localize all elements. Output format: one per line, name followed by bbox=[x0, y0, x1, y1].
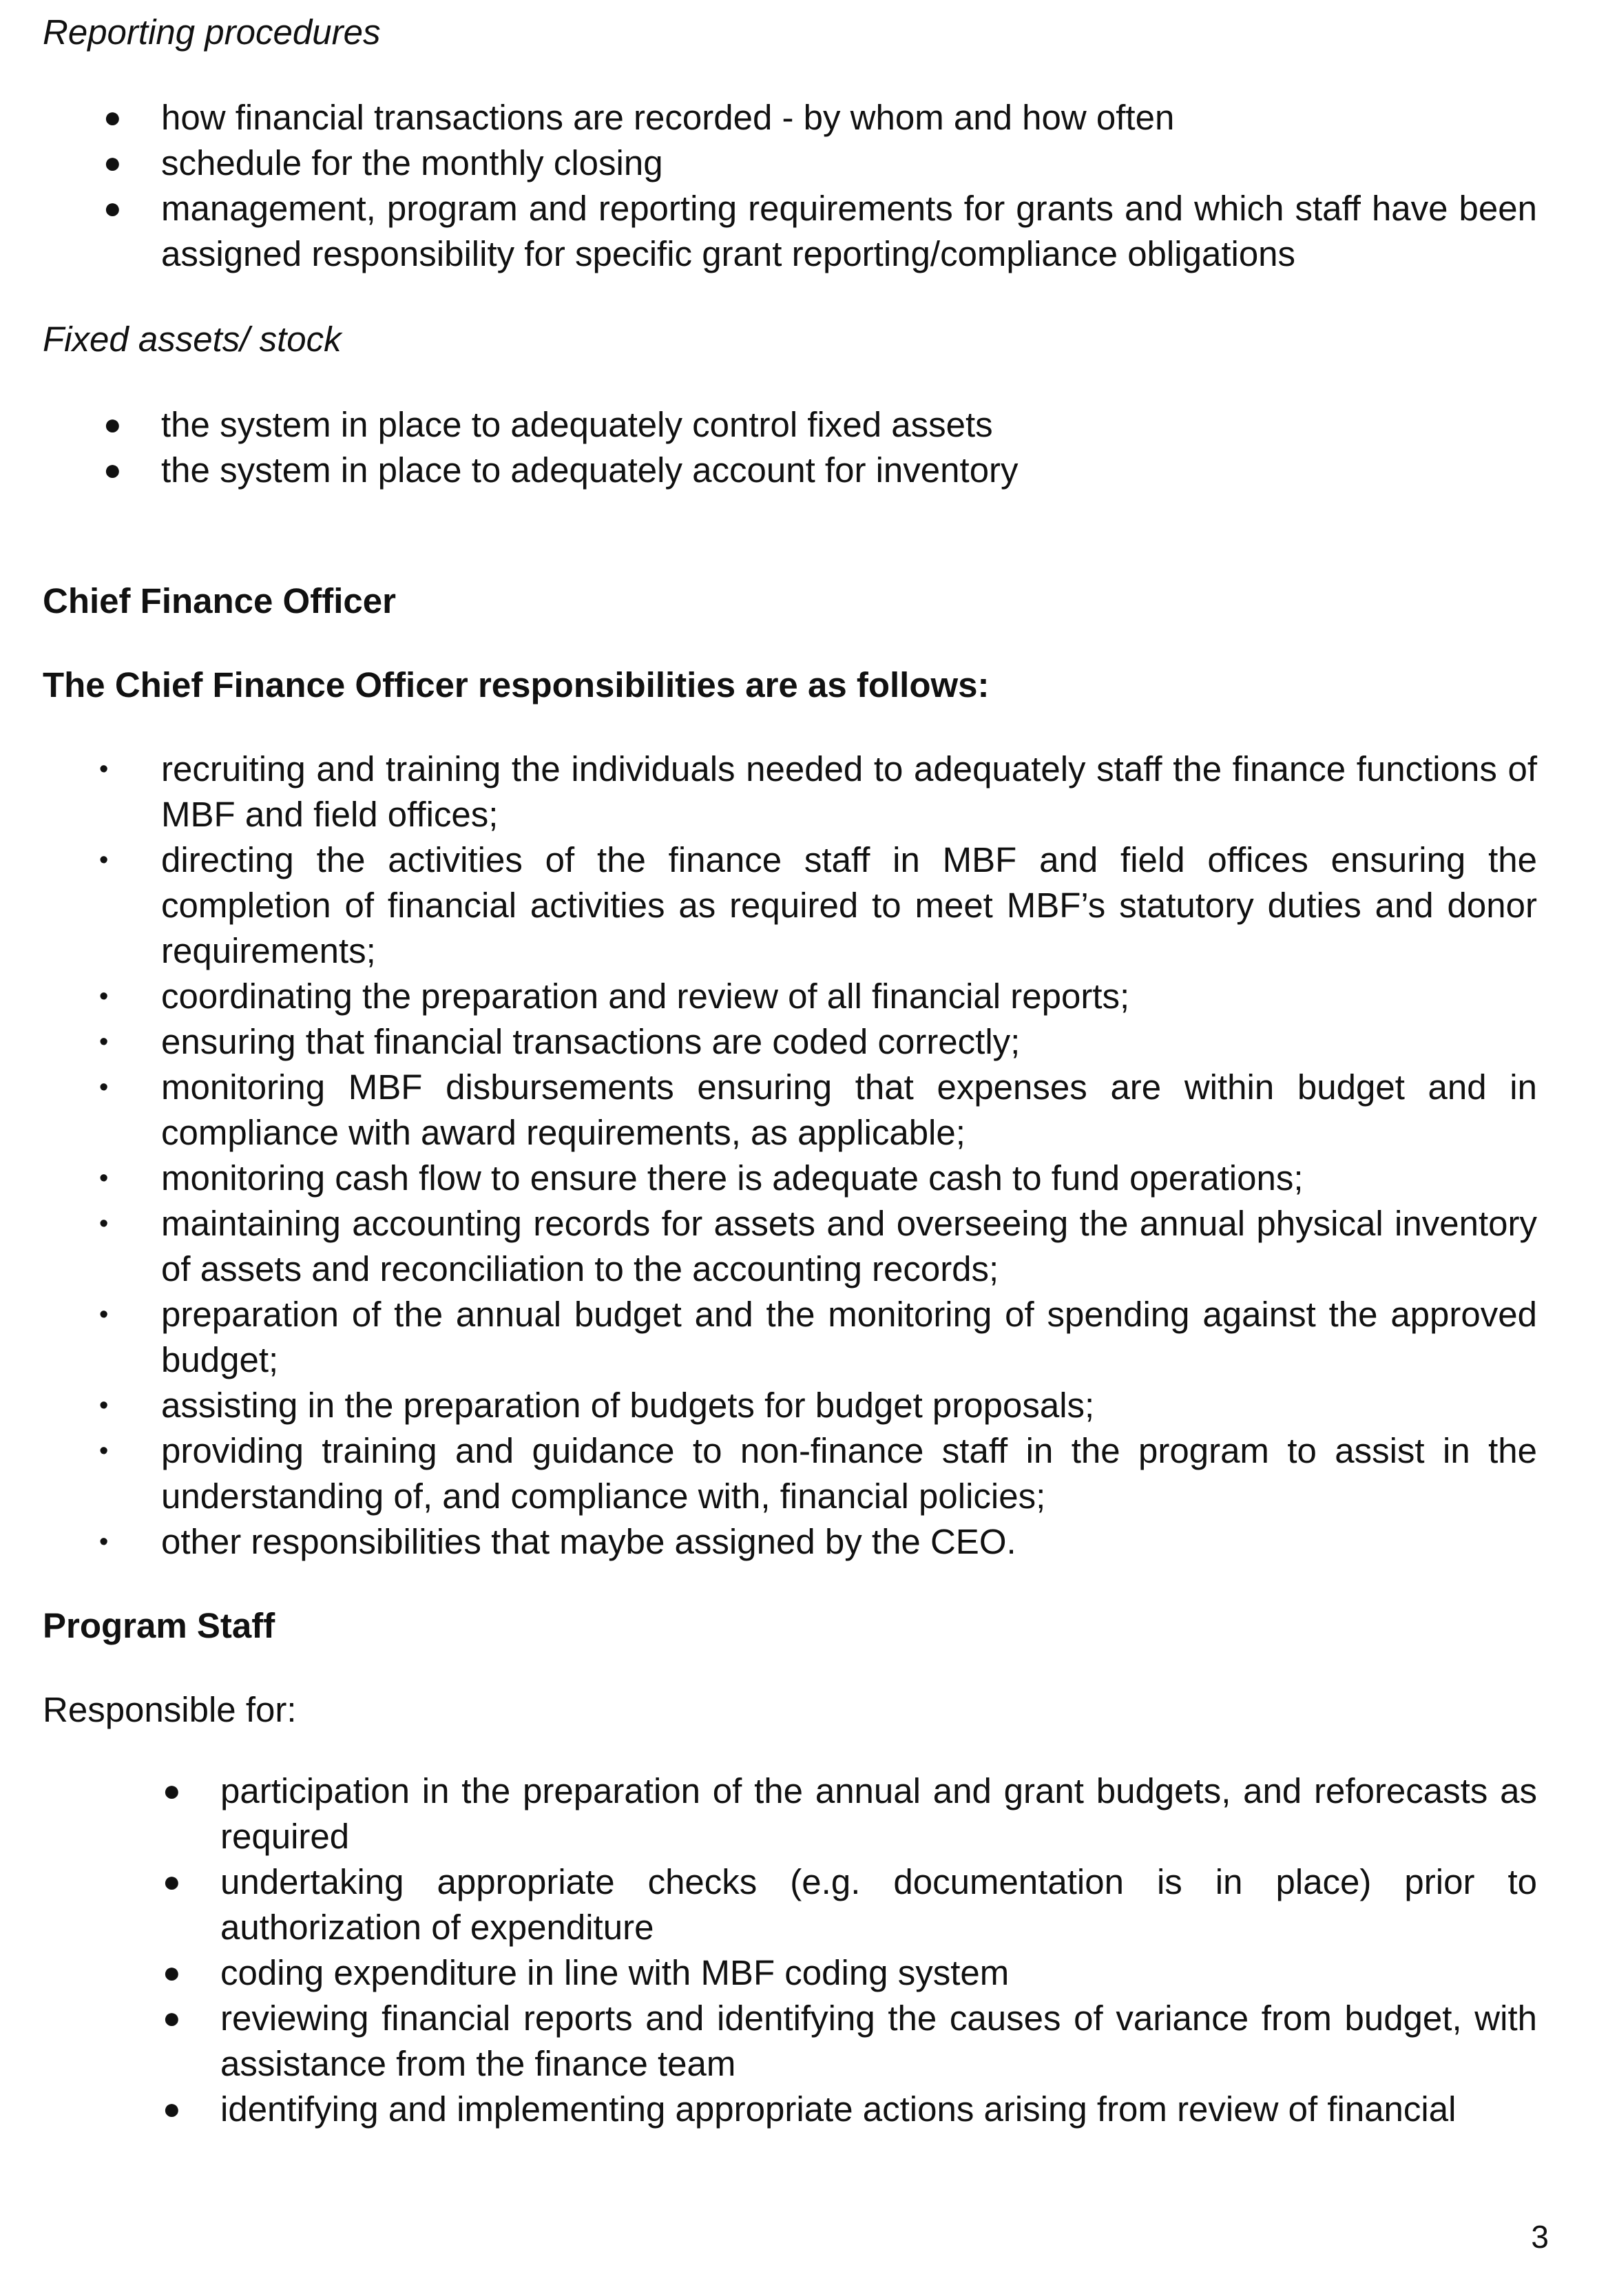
list-item: ● how financial transactions are recorded - by whom and how often bbox=[43, 95, 1537, 140]
bullet-icon: ● bbox=[163, 1865, 181, 1899]
list-item: • monitoring MBF disbursements ensuring that expenses are within budget and in compliance with award requirements, as applicable; bbox=[43, 1065, 1537, 1156]
bullet-icon: ● bbox=[163, 2001, 181, 2035]
bullet-icon: • bbox=[99, 1027, 109, 1056]
fixed-assets-list bbox=[43, 402, 1537, 493]
bullet-icon: ● bbox=[103, 408, 122, 441]
cfo-responsibilities-list bbox=[43, 747, 1537, 1565]
list-item: ● the system in place to adequately control fixed assets bbox=[43, 402, 1537, 448]
list-item: ● management, program and reporting requirements for grants and which staff have been assigned responsibility for specific grant reporting/compliance obligations bbox=[43, 186, 1537, 277]
list-item: • monitoring cash flow to ensure there is adequate cash to fund operations; bbox=[43, 1156, 1537, 1201]
bullet-icon: • bbox=[99, 1073, 109, 1102]
bullet-icon: ● bbox=[163, 1956, 181, 1990]
bullet-icon: • bbox=[99, 982, 109, 1011]
bullet-icon: • bbox=[99, 1164, 109, 1193]
bullet-icon: ● bbox=[163, 2092, 181, 2126]
list-item: ● reviewing financial reports and identifying the causes of variance from budget, with assistance from the finance team bbox=[43, 1996, 1537, 2087]
reporting-procedures-list bbox=[43, 95, 1537, 277]
list-item: ● undertaking appropriate checks (e.g. documentation is in place) prior to authorization of expenditure bbox=[43, 1859, 1537, 1950]
list-item: • coordinating the preparation and review of all financial reports; bbox=[43, 974, 1537, 1019]
list-item: • recruiting and training the individuals needed to adequately staff the finance functions of MBF and field offices; bbox=[43, 747, 1537, 837]
list-item: ● schedule for the monthly closing bbox=[43, 140, 1537, 186]
bullet-icon: ● bbox=[103, 146, 122, 180]
bullet-icon: • bbox=[99, 1300, 109, 1329]
program-staff-heading: Program Staff bbox=[43, 1606, 275, 1645]
bullet-icon: ● bbox=[103, 453, 122, 487]
bullet-icon: • bbox=[99, 1209, 109, 1238]
list-item: • directing the activities of the finance staff in MBF and field offices ensuring the completion of financial activities as required to meet MBF’s statutory duties and donor requirements; bbox=[43, 837, 1537, 974]
document-page bbox=[43, 10, 1537, 2132]
list-item: • preparation of the annual budget and the monitoring of spending against the approved budget; bbox=[43, 1292, 1537, 1383]
program-staff-list bbox=[43, 1768, 1537, 2132]
list-item: ● coding expenditure in line with MBF coding system bbox=[43, 1950, 1537, 1996]
cfo-intro: The Chief Finance Officer responsibilities are as follows: bbox=[43, 665, 990, 705]
list-item: ● the system in place to adequately account for inventory bbox=[43, 448, 1537, 493]
bullet-icon: • bbox=[99, 1527, 109, 1556]
cfo-heading: Chief Finance Officer bbox=[43, 581, 396, 620]
bullet-icon: • bbox=[99, 1437, 109, 1465]
fixed-assets-heading: Fixed assets/ stock bbox=[43, 320, 342, 359]
list-item: ● participation in the preparation of the annual and grant budgets, and reforecasts as required bbox=[43, 1768, 1537, 1859]
bullet-icon: • bbox=[99, 755, 109, 784]
bullet-icon: ● bbox=[163, 1774, 181, 1808]
list-item: • ensuring that financial transactions are coded correctly; bbox=[43, 1019, 1537, 1065]
bullet-icon: ● bbox=[103, 191, 122, 225]
list-item: • assisting in the preparation of budgets for budget proposals; bbox=[43, 1383, 1537, 1428]
program-staff-intro: Responsible for: bbox=[43, 1690, 297, 1729]
bullet-icon: ● bbox=[103, 101, 122, 134]
list-item: ● identifying and implementing appropriate actions arising from review of financial bbox=[43, 2087, 1537, 2132]
list-item: • providing training and guidance to non-finance staff in the program to assist in the understanding of, and compliance with, financial policies; bbox=[43, 1428, 1537, 1519]
bullet-icon: • bbox=[99, 846, 109, 875]
bullet-icon: • bbox=[99, 1391, 109, 1420]
page-number: 3 bbox=[1531, 2219, 1549, 2255]
list-item: • maintaining accounting records for assets and overseeing the annual physical inventory of assets and reconciliation to the accounting records; bbox=[43, 1201, 1537, 1292]
list-item: • other responsibilities that maybe assigned by the CEO. bbox=[43, 1519, 1537, 1565]
reporting-procedures-heading: Reporting procedures bbox=[43, 12, 381, 52]
